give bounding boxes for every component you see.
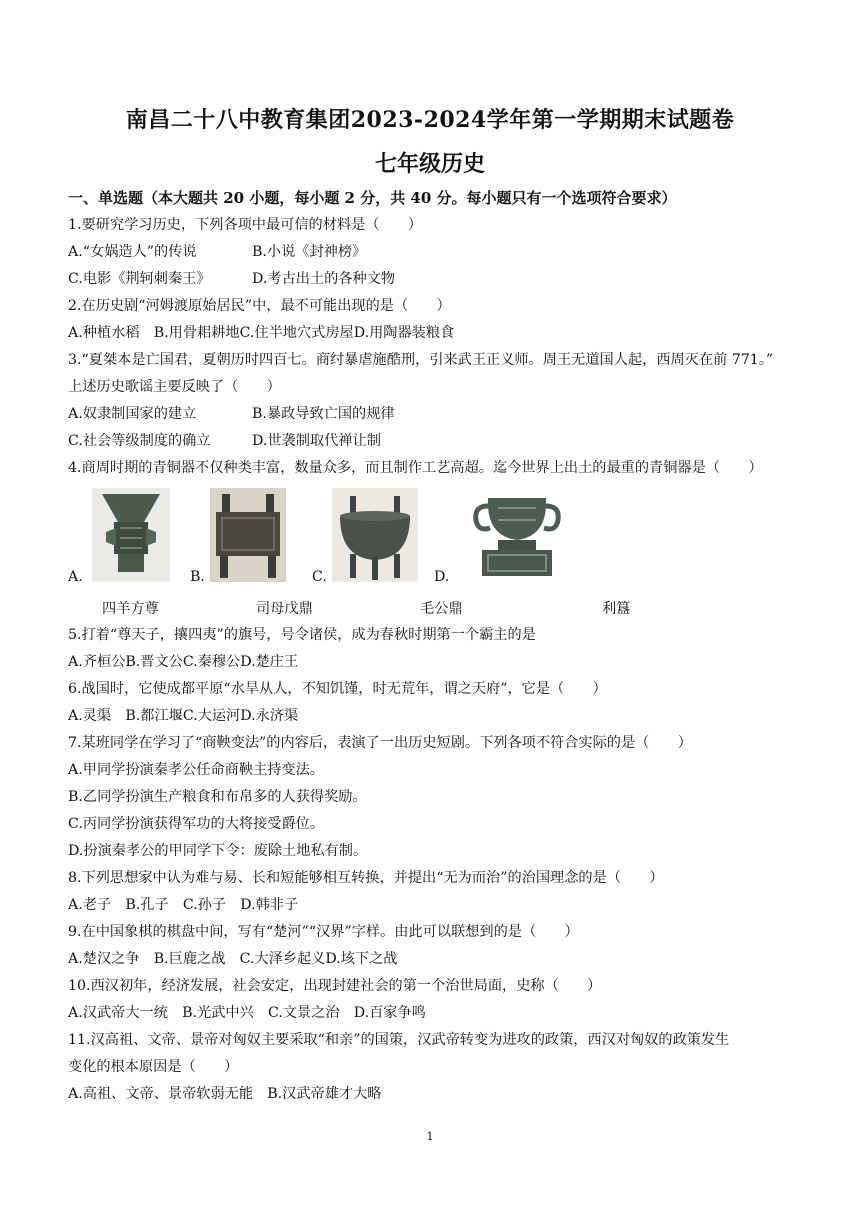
q5-options: A.齐桓公B.晋文公C.秦穆公D.楚庄王 [68, 654, 299, 670]
q7-option-d: D.扮演秦孝公的甲同学下令：废除土地私有制。 [68, 843, 368, 859]
q8-stem: 8.下列思想家中认为难与易、长和短能够相互转换，并提出“无为而治”的治国理念的是（ ） [68, 870, 664, 886]
q3-option-a: A.奴隶制国家的建立 [68, 406, 197, 422]
exam-subtitle: 七年级历史 [374, 151, 485, 177]
q4-caption-a: 四羊方尊 [102, 601, 159, 617]
q6-options: A.灵渠 B.都江堰C.大运河D.永济渠 [68, 708, 299, 724]
q1-option-a: A.“女娲造人”的传说 [68, 244, 197, 260]
page-number: 1 [426, 1130, 434, 1143]
li-gui-image [468, 488, 566, 582]
q4-caption-c: 毛公鼎 [420, 601, 463, 617]
q1-stem: 1.要研究学习历史，下列各项中最可信的材料是（ ） [68, 217, 423, 233]
q3-option-c: C.社会等级制度的确立 [68, 433, 211, 449]
fang-zun-image [92, 488, 170, 582]
q5-stem: 5.打着“尊天子，攘四夷”的旗号，号令诸侯，成为春秋时期第一个霸主的是 [68, 627, 536, 643]
q3-stem-line1: 3.“夏桀本是亡国君，夏朝历时四百七。商纣暴虐施酷刑，引来武王正义师。周王无道国人起，西周灭在前 771。” [68, 352, 774, 368]
q9-options: A.楚汉之争 B.巨鹿之战 C.大泽乡起义D.垓下之战 [68, 951, 398, 967]
q2-stem: 2.在历史剧“河姆渡原始居民”中，最不可能出现的是（ ） [68, 298, 451, 314]
q4-label-c: C. [312, 569, 327, 585]
q1-option-d: D.考古出土的各种文物 [252, 271, 396, 287]
q7-option-a: A.甲同学扮演秦孝公任命商鞅主持变法。 [68, 762, 324, 778]
q11-options: A.高祖、文帝、景帝软弱无能 B.汉武帝雄才大略 [68, 1086, 382, 1102]
q4-label-a: A. [68, 569, 83, 585]
q1-options-row2 [68, 269, 395, 289]
q4-stem: 4.商周时期的青铜器不仅种类丰富，数量众多，而且制作工艺高超。迄今世界上出土的最重的青铜器是（ ） [68, 460, 763, 476]
q10-options: A.汉武帝大一统 B.光武中兴 C.文景之治 D.百家争鸣 [68, 1005, 426, 1021]
section-heading: 一、单选题（本大题共 20 小题，每小题 2 分，共 40 分。每小题只有一个选项符合要求） [68, 189, 677, 207]
q1-options-row1 [68, 242, 366, 262]
q4-label-b: B. [190, 569, 205, 585]
q4-caption-b: 司母戊鼎 [256, 601, 313, 617]
q4-label-d: D. [434, 569, 450, 585]
q3-option-b: B.暴政导致亡国的规律 [252, 406, 395, 422]
q11-stem-line1: 11.汉高祖、文帝、景帝对匈奴主要采取“和亲”的国策，汉武帝转变为进攻的政策，西汉对匈奴的政策发生 [68, 1032, 730, 1048]
q7-option-b: B.乙同学扮演生产粮食和布帛多的人获得奖励。 [68, 789, 367, 805]
maogong-ding-image [332, 488, 418, 582]
q7-stem: 7.某班同学在学习了“商鞅变法”的内容后，表演了一出历史短剧。下列各项不符合实际的是（ ） [68, 735, 692, 751]
q1-option-b: B.小说《封神榜》 [252, 244, 367, 260]
q8-options: A.老子 B.孔子 C.孙子 D.韩非子 [68, 897, 299, 913]
q3-option-d: D.世袭制取代禅让制 [252, 433, 381, 449]
q3-stem-line2: 上述历史歌谣主要反映了（ ） [68, 379, 281, 395]
q3-options-row2 [68, 431, 381, 451]
q11-stem-line2: 变化的根本原因是（ ） [68, 1059, 239, 1075]
q2-options: A.种植水稻 B.用骨耜耕地C.住半地穴式房屋D.用陶器装粮食 [68, 325, 455, 341]
q3-options-row1 [68, 404, 395, 424]
q7-option-c: C.丙同学扮演获得军功的大将接受爵位。 [68, 816, 325, 832]
exam-title: 南昌二十八中教育集团2023-2024学年第一学期期末试题卷 [125, 107, 735, 133]
ding-image [210, 488, 286, 582]
q10-stem: 10.西汉初年，经济发展，社会安定，出现封建社会的第一个治世局面，史称（ ） [68, 978, 602, 994]
q4-caption-d: 利簋 [602, 601, 631, 617]
q9-stem: 9.在中国象棋的棋盘中间，写有“楚河”“汉界”字样。由此可以联想到的是（ ） [68, 924, 579, 940]
q1-option-c: C.电影《荆轲刺秦王》 [68, 271, 211, 287]
q6-stem: 6.战国时，它使成都平原“水旱从人，不知饥馑，时无荒年，谓之天府”，它是（ ） [68, 681, 607, 697]
